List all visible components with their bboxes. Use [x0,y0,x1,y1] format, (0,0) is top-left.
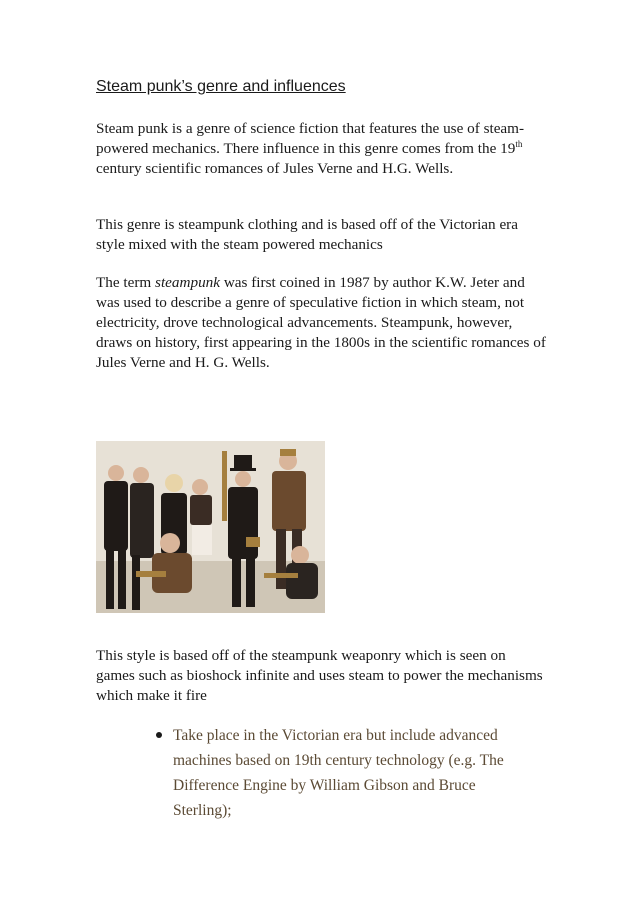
steampunk-group-photo [96,441,325,613]
paragraph-intro-text-end: century scientific romances of Jules Verne and H.G. Wells. [96,160,454,177]
bullet-list [157,723,537,823]
section-heading: Steam punk’s genre and influences [96,78,346,95]
paragraph-intro [96,119,546,179]
list-item-text: Take place in the Victorian era but include advanced machines based on 19th century technology (e.g. The Difference Engine by William Gibson and Bruce Sterling); [173,727,504,819]
paragraph-history [96,273,546,373]
superscript-th: th [515,139,523,149]
paragraph-clothing: This genre is steampunk clothing and is based off of the Victorian era style mixed with the steam powered mechanics [96,216,518,253]
paragraph-weaponry: This style is based off of the steampunk weaponry which is seen on games such as bioshock infinite and uses steam to power the mechanisms which make it fire [96,647,543,704]
term-steampunk: steampunk [155,274,221,291]
paragraph-history-text-end: was first coined in 1987 by author K.W. Jeter and was used to describe a genre of speculative fiction in which steam, not electricity, drove technological advancements. Steampunk, however, draws on history, first appearing in the 1800s in the scientific romances of Jules Verne and H. G. Wells. [96,274,546,371]
paragraph-intro-text: Steam punk is a genre of science fiction that features the use of steam-powered mechanics. There influence in this genre comes from the 19 [96,120,525,157]
paragraph-history-text: The term [96,274,156,291]
steampunk-group-illustration [96,441,325,613]
list-item [157,723,537,823]
bullet-icon [156,732,162,738]
